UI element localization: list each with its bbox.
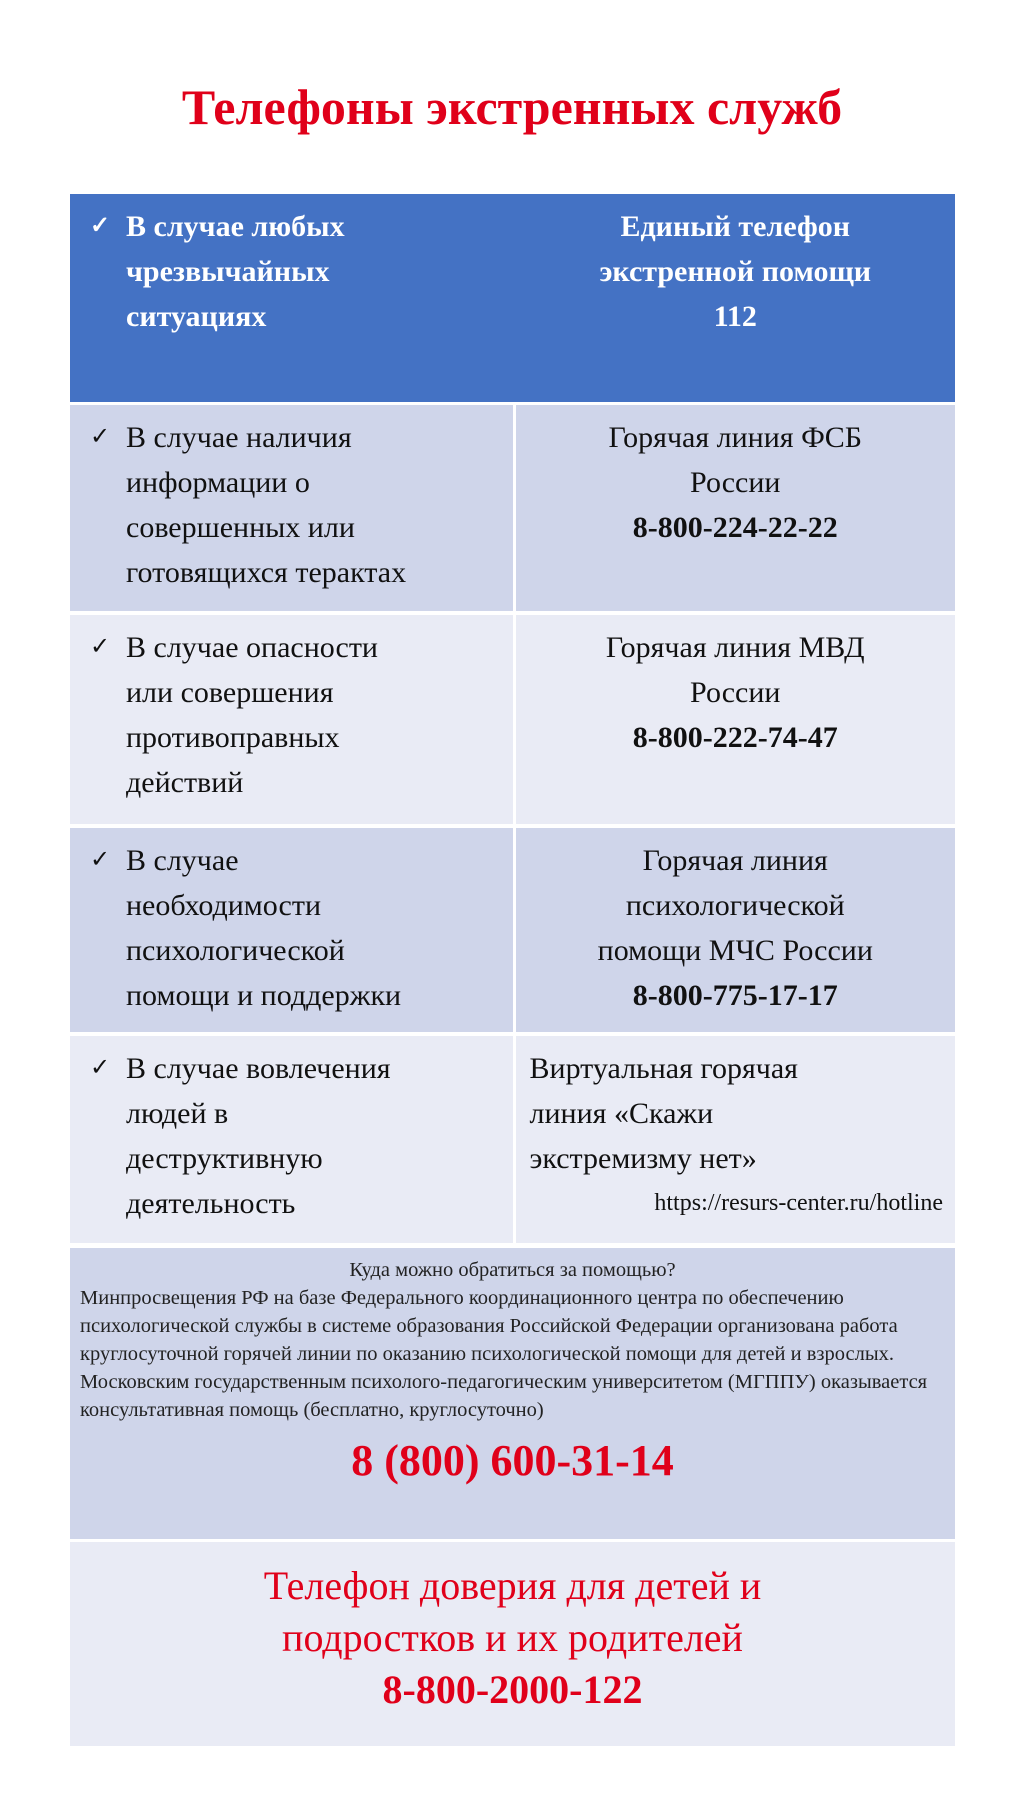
table-row (70, 828, 955, 1032)
info-heading: Куда можно обратиться за помощью? (349, 1259, 676, 1281)
check-icon: ✓ (90, 634, 111, 660)
phone-number: 8-800-775-17-17 (632, 979, 838, 1012)
text-line: ситуациях (126, 300, 267, 333)
contact-cell (516, 828, 955, 1032)
trust-phone: 8-800-2000-122 (382, 1667, 643, 1712)
text-line: Виртуальная горячая (529, 1052, 798, 1085)
table-row (70, 615, 955, 824)
phone-number: 8-800-224-22-22 (632, 511, 838, 544)
text-line: или совершения (126, 676, 334, 709)
text-line: готовящихся терактах (126, 556, 407, 589)
contact-cell (516, 1036, 955, 1243)
help-info-section (70, 1248, 955, 1539)
text-line: психологической (625, 889, 845, 922)
check-icon: ✓ (90, 213, 111, 239)
contact-cell (516, 405, 955, 611)
phone-number: 8-800-222-74-47 (632, 721, 838, 754)
text-line: психологической (126, 934, 345, 967)
text-line: Горячая линия ФСБ (608, 421, 863, 454)
text-line: экстренной помощи (599, 255, 872, 288)
text-line: В случае вовлечения (126, 1052, 391, 1085)
info-text: Минпросвещения РФ на базе Федерального координационного центра по обеспечению психологической службы в системе образования Российской Федерации организована работа круглосуточной горячей линии по оказанию психологической помощи для детей и взрослых. Московским государственным психолого-педагогическим университетом (МГППУ) оказывается консультативная помощь (бесплатно, круглосуточно) (80, 1287, 928, 1421)
check-icon: ✓ (90, 424, 111, 450)
table-row (70, 194, 955, 402)
text-line: экстремизму нет» (529, 1142, 757, 1175)
phone-112: 112 (713, 300, 757, 333)
table-row (70, 1036, 955, 1243)
text-line: России (690, 676, 781, 709)
situation-cell (70, 615, 513, 824)
text-line: В случае (126, 844, 239, 877)
check-icon: ✓ (90, 1055, 111, 1081)
text-line: деструктивную (126, 1142, 323, 1175)
text-line: противоправных (126, 721, 340, 754)
text-line: Горячая линия МВД (605, 631, 865, 664)
trust-line-1: Телефон доверия для детей и (263, 1563, 762, 1608)
text-line: В случае наличия (126, 421, 352, 454)
text-line: деятельность (126, 1187, 296, 1220)
text-line: Горячая линия (642, 844, 828, 877)
text-line: помощи и поддержки (126, 979, 402, 1012)
page-title: Телефоны экстренных служб (181, 79, 843, 135)
text-line: совершенных или (126, 511, 355, 544)
hotline-link[interactable]: https://resurs-center.ru/hotline (654, 1190, 943, 1216)
situation-cell (70, 1036, 513, 1243)
text-line: информации о (126, 466, 310, 499)
situation-cell (70, 405, 513, 611)
contact-cell (516, 194, 955, 402)
text-line: В случае опасности (126, 631, 378, 664)
trust-line-2: подростков и их родителей (282, 1615, 743, 1660)
text-line: необходимости (126, 889, 322, 922)
situation-cell (70, 194, 513, 402)
trust-phone-section (70, 1542, 955, 1746)
check-icon: ✓ (90, 847, 111, 873)
text-line: В случае любых (126, 210, 345, 243)
contact-cell (516, 615, 955, 824)
text-line: России (690, 466, 781, 499)
table-row (70, 405, 955, 611)
text-line: Единый телефон (620, 210, 851, 243)
text-line: действий (126, 766, 244, 799)
text-line: помощи МЧС России (597, 934, 873, 967)
situation-cell (70, 828, 513, 1032)
text-line: линия «Скажи (529, 1097, 714, 1130)
text-line: чрезвычайных (126, 255, 330, 288)
text-line: людей в (126, 1097, 229, 1130)
help-phone: 8 (800) 600-31-14 (351, 1436, 674, 1485)
